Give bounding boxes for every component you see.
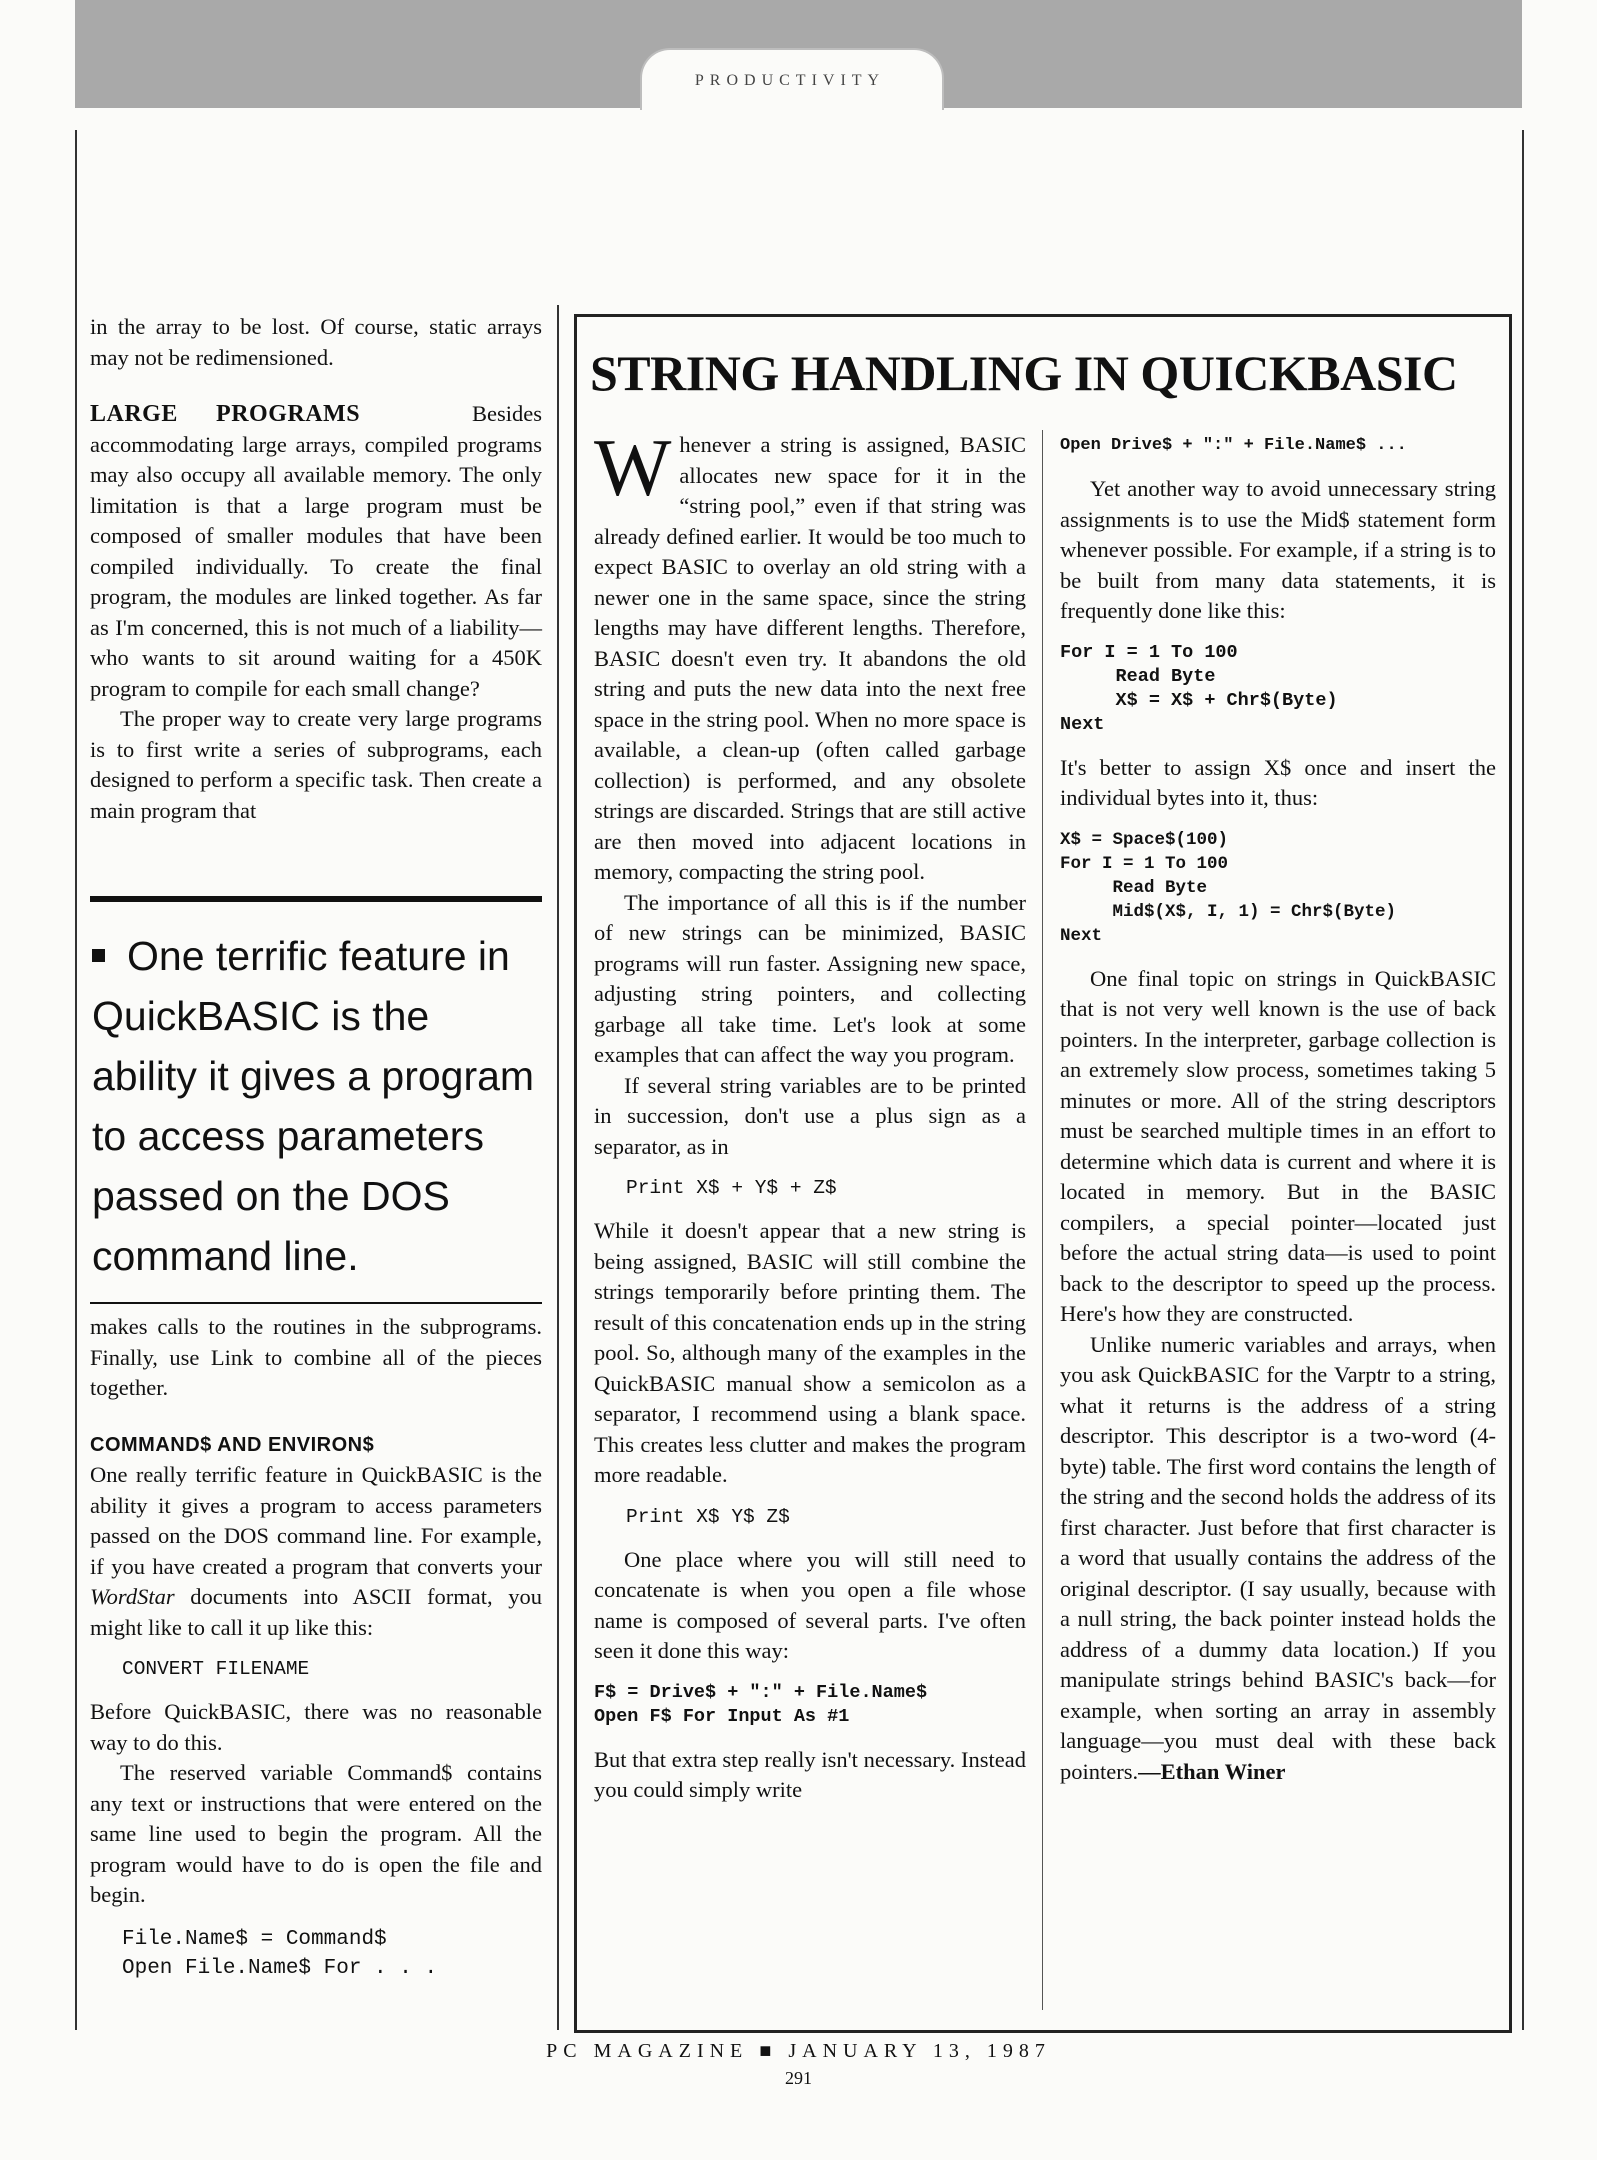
- left-frame-line: [75, 130, 77, 2030]
- pull-quote: [92, 926, 540, 1286]
- subhead-large-programs: LARGE PROGRAMS: [90, 401, 361, 427]
- sidebar-code-5: For I = 1 To 100 Read Byte X$ = X$ + Chr$(Byte) Next: [1060, 641, 1338, 735]
- commands-text-a: One really terrific feature in QuickBASIC is the ability it gives a program to access parameters passed on the DOS command line. For example, if you have created a program that converts your: [90, 1462, 542, 1579]
- footer-magazine-line: PC MAGAZINE ■ JANUARY 13, 1987: [546, 2040, 1051, 2062]
- sidebar-paragraph-3: If several string variables are to be printed in succession, don't use a plus sign as a separator, as in: [594, 1072, 1026, 1159]
- sidebar-code-3: F$ = Drive$ + ":" + File.Name$ Open F$ For Input As #1: [594, 1681, 928, 1727]
- section-label: PRODUCTIVITY: [694, 72, 886, 89]
- bullet-square-icon: [92, 949, 105, 962]
- column-divider: [557, 305, 559, 2030]
- sidebar-paragraph-10: [1060, 1330, 1496, 1788]
- sidebar-code-1: Print X$ + Y$ + Z$: [626, 1177, 837, 1199]
- pull-quote-text: One terrific feature in QuickBASIC is the ability it gives a program to access parameters passed on the DOS command line.: [92, 933, 535, 1279]
- sidebar-paragraph-2: The importance of all this is if the number of new strings can be minimized, BASIC programs will run faster. Assigning new space, adjusting string pointers, and collecting garbage all take time. Let's look at some examples that can affect the way you program.: [594, 889, 1026, 1067]
- paragraph-large-programs: [90, 399, 542, 704]
- left-column-upper: [90, 312, 542, 826]
- pull-quote-bottom-rule: [90, 1302, 542, 1304]
- sidebar-paragraph-5: One place where you will still need to concatenate is when you open a file whose name is composed of several parts. I've often seen it done this way:: [594, 1546, 1026, 1663]
- sidebar-paragraph-9: One final topic on strings in QuickBASIC that is not very well known is the use of back pointers. In the interpreter, garbage collection is an extremely slow process, sometimes taking 5 minutes or more. All of the string descriptors must be searched multiple times in an effort to determine which data is current and where it is located in memory. But in the BASIC compilers, a special pointer—located just before the actual string data—is used to point back to the descriptor to speed up the process. Here's how they are constructed.: [1060, 965, 1496, 1326]
- paragraph-reserved: The reserved variable Command$ contains any text or instructions that were entered on the same line used to begin the program. All the program would have to do is open the file and begin.: [90, 1760, 542, 1907]
- large-programs-text: Besides accommodating large arrays, compiled programs may also occupy all available memory. The only limitation is that a large program must be composed of smaller modules that have been compiled individually. To create the final program, the modules are linked together. As far as I'm concerned, this is not much of a liability—who wants to sit around waiting for a 450K program to compile for each small change?: [90, 401, 543, 701]
- paragraph-commands: [90, 1460, 542, 1643]
- sidebar-paragraph-4: While it doesn't appear that a new string is being assigned, BASIC will still combine the strings temporarily before printing them. The result of this concatenation ends up in the string pool. So, although many of the examples in the QuickBASIC manual show a semicolon as a separator, I recommend using a blank space. This creates less clutter and makes the program more readable.: [594, 1218, 1026, 1487]
- paragraph-before: Before QuickBASIC, there was no reasonable way to do this.: [90, 1699, 542, 1755]
- commands-text-b: documents into ASCII format, you might like to call it up like this:: [90, 1584, 542, 1640]
- page-number: 291: [785, 2068, 812, 2088]
- sidebar-p10-text: Unlike numeric variables and arrays, when you ask QuickBASIC for the Varptr to a string, what it returns is the address of a string descriptor. This descriptor is a two-word (4-byte) table. The first word contains the length of the string and the second holds the address of its first character. Just before that first character is a word that usually contains the address of the original descriptor. (I say usually, because with a null string, the back pointer instead holds the address of a dummy data location.) If you manipulate strings behind BASIC's back—for example, when sorting an array in assembly language—you must deal with these back pointers.: [1060, 1331, 1496, 1784]
- drop-cap: W: [594, 422, 672, 513]
- pull-quote-top-rule: [90, 896, 542, 902]
- sidebar-p1-text: henever a string is assigned, BASIC allocates new space for it in the “string pool,” even if that string was already defined earlier. It would be too much to expect BASIC to overlay an old string with a newer one in the same space, since the string lengths may have different lengths. Therefore, BASIC doesn't even try. It abandons the old string and puts the new data into the next free space in the string pool. When no more space is available, a clean-up (often called garbage collection) is performed, and any obsolete strings are discarded. Strings that are still active are then moved into adjacent locations in memory, compacting the string pool.: [594, 432, 1026, 884]
- left-column-lower: [90, 1312, 542, 1999]
- code-filename: File.Name$ = Command$ Open File.Name$ For . . .: [122, 1927, 438, 1980]
- sidebar-paragraph-8: It's better to assign X$ once and insert the individual bytes into it, thus:: [1060, 754, 1496, 810]
- sidebar-code-4: Open Drive$ + ":" + File.Name$ ...: [1060, 436, 1407, 455]
- byline: —Ethan Winer: [1138, 1758, 1286, 1784]
- code-convert: CONVERT FILENAME: [122, 1658, 310, 1680]
- sidebar-column-1: [594, 422, 1026, 1806]
- wordstar-italic: WordStar: [90, 1584, 175, 1609]
- sidebar-code-6: X$ = Space$(100) For I = 1 To 100 Read Byte Mid$(X$, I, 1) = Chr$(Byte) Next: [1060, 829, 1397, 946]
- paragraph-proper-way: The proper way to create very large programs is to first write a series of subprograms, each designed to perform a specific task. Then create a main program that: [90, 706, 542, 823]
- sidebar-paragraph-7: Yet another way to avoid unnecessary string assignments is to use the Mid$ statement form whenever possible. For example, if a string is to be built from many data statements, it is frequently done like this:: [1060, 476, 1496, 623]
- right-frame-line: [1522, 130, 1524, 2030]
- sidebar-column-2: [1060, 430, 1496, 1787]
- paragraph-makes-calls: makes calls to the routines in the subprograms. Finally, use Link to combine all of the pieces together.: [90, 1314, 542, 1400]
- sidebar-column-divider: [1042, 430, 1043, 2010]
- sidebar-title: STRING HANDLING IN QUICKBASIC: [590, 345, 1458, 401]
- sidebar-code-2: Print X$ Y$ Z$: [626, 1505, 790, 1528]
- subhead-commands: COMMAND$ AND ENVIRON$: [90, 1433, 375, 1456]
- paragraph-continuation: in the array to be lost. Of course, static arrays may not be redimensioned.: [90, 314, 542, 370]
- sidebar-paragraph-1: [594, 422, 1026, 888]
- sidebar-paragraph-6: But that extra step really isn't necessary. Instead you could simply write: [594, 1746, 1026, 1802]
